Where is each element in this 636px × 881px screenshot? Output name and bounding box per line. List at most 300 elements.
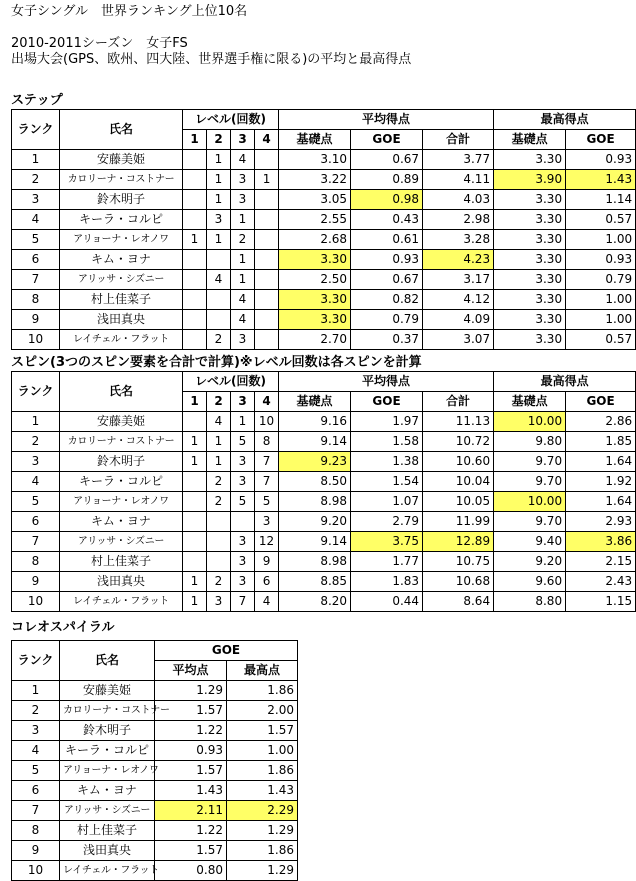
- table-row: [12, 681, 298, 701]
- rank-cell: 5: [12, 230, 60, 250]
- goe-avg-cell: 1.57: [155, 761, 227, 781]
- max-goe-cell: 0.79: [566, 270, 636, 290]
- level-1-cell: [183, 190, 207, 210]
- rank-cell: 1: [12, 412, 60, 432]
- avg-goe-cell: 1.83: [351, 572, 423, 592]
- level-4-cell: 10: [255, 412, 279, 432]
- avg-base-cell: 2.70: [279, 330, 351, 350]
- avg-goe-cell: 2.79: [351, 512, 423, 532]
- avg-goe-cell: 0.98: [351, 190, 423, 210]
- table-row: [12, 592, 636, 612]
- name-header: 氏名: [60, 641, 155, 681]
- avg-base-cell: 8.50: [279, 472, 351, 492]
- avg-total-cell: 10.72: [423, 432, 494, 452]
- name-header: 氏名: [60, 110, 183, 150]
- level-2-cell: 1: [207, 150, 231, 170]
- level-3-cell: 5: [231, 492, 255, 512]
- goe-max-cell: 2.29: [227, 801, 298, 821]
- level-4-cell: [255, 150, 279, 170]
- level-3-cell: 3: [231, 572, 255, 592]
- level-3-cell: 5: [231, 432, 255, 452]
- table-row: [12, 170, 636, 190]
- max-base-cell: 9.60: [494, 572, 566, 592]
- level-2-cell: 3: [207, 210, 231, 230]
- goe-avg-cell: 2.11: [155, 801, 227, 821]
- skater-name-cell: アリョーナ・レオノワ: [60, 230, 183, 250]
- max-goe-cell: 1.64: [566, 452, 636, 472]
- level-1-cell: [183, 310, 207, 330]
- avg-total-cell: 10.05: [423, 492, 494, 512]
- avg-goe-cell: 1.77: [351, 552, 423, 572]
- level-2-cell: 2: [207, 572, 231, 592]
- level-1-cell: [183, 250, 207, 270]
- avg-total-cell: 10.75: [423, 552, 494, 572]
- level-2-header: 2: [207, 392, 231, 412]
- table-row: [12, 821, 298, 841]
- level-3-cell: 3: [231, 190, 255, 210]
- level-2-cell: 1: [207, 190, 231, 210]
- rank-cell: 9: [12, 572, 60, 592]
- max-base-cell: 10.00: [494, 492, 566, 512]
- table-row: [12, 290, 636, 310]
- skater-name-cell: 安藤美姫: [60, 412, 183, 432]
- max-goe-cell: 0.57: [566, 330, 636, 350]
- level-1-cell: [183, 210, 207, 230]
- avg-header: 平均得点: [279, 372, 494, 392]
- goe-max-cell: 1.43: [227, 781, 298, 801]
- table-row: [12, 572, 636, 592]
- avg-base-cell: 3.30: [279, 290, 351, 310]
- level-4-cell: 9: [255, 552, 279, 572]
- rank-cell: 2: [12, 170, 60, 190]
- rank-cell: 7: [12, 801, 60, 821]
- level-3-cell: 1: [231, 412, 255, 432]
- rank-cell: 10: [12, 330, 60, 350]
- goe-header: GOE: [155, 641, 298, 661]
- level-4-cell: 7: [255, 472, 279, 492]
- skater-name-cell: アリッサ・シズニー: [60, 801, 155, 821]
- avg-goe-cell: 1.38: [351, 452, 423, 472]
- avg-total-cell: 4.03: [423, 190, 494, 210]
- avg-base-cell: 8.98: [279, 552, 351, 572]
- level-2-cell: 2: [207, 472, 231, 492]
- max-header: 最高得点: [494, 110, 636, 130]
- max-goe-cell: 2.86: [566, 412, 636, 432]
- avg-base-cell: 2.55: [279, 210, 351, 230]
- steps-table: [11, 109, 636, 350]
- level-3-cell: 4: [231, 150, 255, 170]
- max-goe-cell: 0.93: [566, 150, 636, 170]
- skater-name-cell: 村上佳菜子: [60, 821, 155, 841]
- level-3-cell: [231, 512, 255, 532]
- avg-base-cell: 9.16: [279, 412, 351, 432]
- max-goe-cell: 1.43: [566, 170, 636, 190]
- level-2-cell: 3: [207, 592, 231, 612]
- rank-cell: 7: [12, 532, 60, 552]
- rank-cell: 3: [12, 190, 60, 210]
- avg-base-cell: 8.85: [279, 572, 351, 592]
- level-1-cell: [183, 150, 207, 170]
- avg-goe-cell: 1.54: [351, 472, 423, 492]
- level-4-cell: [255, 210, 279, 230]
- skater-name-cell: 安藤美姫: [60, 681, 155, 701]
- avg-base-cell: 2.68: [279, 230, 351, 250]
- goe-avg-cell: 1.57: [155, 841, 227, 861]
- rank-cell: 3: [12, 452, 60, 472]
- max-base-cell: 3.30: [494, 290, 566, 310]
- max-base-cell: 10.00: [494, 412, 566, 432]
- level-1-cell: 1: [183, 452, 207, 472]
- table-row: [12, 190, 636, 210]
- level-1-cell: [183, 412, 207, 432]
- skater-name-cell: キム・ヨナ: [60, 781, 155, 801]
- level-2-cell: 1: [207, 452, 231, 472]
- rank-cell: 8: [12, 552, 60, 572]
- level-2-cell: 1: [207, 230, 231, 250]
- goe-max-cell: 1.86: [227, 841, 298, 861]
- avg-base-cell: 8.98: [279, 492, 351, 512]
- max-goe-cell: 2.93: [566, 512, 636, 532]
- level-1-header: 1: [183, 392, 207, 412]
- skater-name-cell: キーラ・コルピ: [60, 210, 183, 230]
- avg-goe-cell: 0.43: [351, 210, 423, 230]
- skater-name-cell: レイチェル・フラット: [60, 330, 183, 350]
- max-base-cell: 3.30: [494, 190, 566, 210]
- max-base-cell: 9.70: [494, 452, 566, 472]
- goe-avg-cell: 1.43: [155, 781, 227, 801]
- table-row: [12, 150, 636, 170]
- goe-avg-cell: 0.93: [155, 741, 227, 761]
- skater-name-cell: カロリーナ・コストナー: [60, 701, 155, 721]
- rank-cell: 6: [12, 250, 60, 270]
- skater-name-cell: 安藤美姫: [60, 150, 183, 170]
- max-goe-cell: 2.15: [566, 552, 636, 572]
- max-base-cell: 9.40: [494, 532, 566, 552]
- avg-base-cell: 3.30: [279, 310, 351, 330]
- level-2-cell: 4: [207, 270, 231, 290]
- avg-total-cell: 12.89: [423, 532, 494, 552]
- avg-goe-cell: 3.75: [351, 532, 423, 552]
- avg-base-header: 基礎点: [279, 392, 351, 412]
- rank-cell: 10: [12, 861, 60, 881]
- goe-max-cell: 2.00: [227, 701, 298, 721]
- max-goe-header: GOE: [566, 130, 636, 150]
- level-4-cell: [255, 250, 279, 270]
- table-row: [12, 270, 636, 290]
- goe-max-cell: 1.29: [227, 821, 298, 841]
- rank-header: ランク: [12, 110, 60, 150]
- avg-total-header: 合計: [423, 130, 494, 150]
- level-1-header: 1: [183, 130, 207, 150]
- rank-cell: 2: [12, 701, 60, 721]
- skater-name-cell: 鈴木明子: [60, 721, 155, 741]
- level-3-cell: 7: [231, 592, 255, 612]
- skater-name-cell: 村上佳菜子: [60, 552, 183, 572]
- skater-name-cell: レイチェル・フラット: [60, 861, 155, 881]
- level-4-cell: [255, 270, 279, 290]
- skater-name-cell: 鈴木明子: [60, 190, 183, 210]
- level-2-cell: [207, 310, 231, 330]
- page-title: 女子シングル 世界ランキング上位10名: [11, 4, 248, 19]
- table-row: [12, 210, 636, 230]
- season-subtitle: 2010-2011シーズン 女子FS: [11, 36, 188, 51]
- level-3-cell: 4: [231, 310, 255, 330]
- level-3-header: 3: [231, 392, 255, 412]
- table-row: [12, 492, 636, 512]
- avg-base-cell: 8.20: [279, 592, 351, 612]
- max-base-cell: 3.30: [494, 250, 566, 270]
- level-1-cell: [183, 512, 207, 532]
- level-4-header: 4: [255, 392, 279, 412]
- rank-cell: 8: [12, 821, 60, 841]
- goe-max-cell: 1.86: [227, 761, 298, 781]
- max-base-cell: 3.30: [494, 150, 566, 170]
- level-2-cell: [207, 290, 231, 310]
- level-2-cell: [207, 250, 231, 270]
- table-row: [12, 310, 636, 330]
- avg-base-cell: 3.30: [279, 250, 351, 270]
- level-3-cell: 3: [231, 532, 255, 552]
- table-row: [12, 841, 298, 861]
- level-3-cell: 3: [231, 552, 255, 572]
- level-1-cell: [183, 532, 207, 552]
- level-1-cell: 1: [183, 592, 207, 612]
- avg-base-cell: 9.14: [279, 532, 351, 552]
- level-3-cell: 3: [231, 170, 255, 190]
- max-goe-header: GOE: [566, 392, 636, 412]
- max-base-cell: 3.30: [494, 330, 566, 350]
- skater-name-cell: アリョーナ・レオノワ: [60, 492, 183, 512]
- level-3-cell: 1: [231, 270, 255, 290]
- spins-section-title: スピン(3つのスピン要素を合計で計算)※レベル回数は各スピンを計算: [11, 355, 422, 370]
- avg-goe-header: GOE: [351, 392, 423, 412]
- goe-max-cell: 1.29: [227, 861, 298, 881]
- rank-cell: 9: [12, 841, 60, 861]
- max-goe-cell: 1.85: [566, 432, 636, 452]
- avg-total-cell: 4.12: [423, 290, 494, 310]
- avg-base-cell: 9.23: [279, 452, 351, 472]
- level-3-cell: 3: [231, 452, 255, 472]
- level-4-cell: 4: [255, 592, 279, 612]
- avg-total-cell: 4.09: [423, 310, 494, 330]
- max-goe-cell: 1.15: [566, 592, 636, 612]
- max-header: 最高得点: [494, 372, 636, 392]
- max-base-cell: 3.30: [494, 270, 566, 290]
- table-row: [12, 432, 636, 452]
- avg-total-header: 合計: [423, 392, 494, 412]
- level-4-cell: 7: [255, 452, 279, 472]
- level-4-cell: [255, 230, 279, 250]
- rank-cell: 1: [12, 150, 60, 170]
- rank-cell: 6: [12, 781, 60, 801]
- skater-name-cell: アリッサ・シズニー: [60, 270, 183, 290]
- skater-name-cell: キーラ・コルピ: [60, 472, 183, 492]
- level-2-cell: 4: [207, 412, 231, 432]
- rank-cell: 1: [12, 681, 60, 701]
- avg-goe-cell: 0.82: [351, 290, 423, 310]
- level-4-cell: 6: [255, 572, 279, 592]
- level-1-cell: [183, 552, 207, 572]
- level-2-cell: 2: [207, 492, 231, 512]
- skater-name-cell: レイチェル・フラット: [60, 592, 183, 612]
- level-1-cell: [183, 170, 207, 190]
- avg-total-cell: 10.60: [423, 452, 494, 472]
- rank-cell: 3: [12, 721, 60, 741]
- avg-goe-cell: 0.67: [351, 270, 423, 290]
- avg-goe-cell: 1.07: [351, 492, 423, 512]
- level-3-cell: 3: [231, 472, 255, 492]
- max-goe-cell: 0.57: [566, 210, 636, 230]
- level-2-header: 2: [207, 130, 231, 150]
- max-base-cell: 3.30: [494, 230, 566, 250]
- level-2-cell: 2: [207, 330, 231, 350]
- level-1-cell: [183, 290, 207, 310]
- level-1-cell: 1: [183, 230, 207, 250]
- rank-cell: 4: [12, 210, 60, 230]
- skater-name-cell: 浅田真央: [60, 310, 183, 330]
- level-4-cell: [255, 190, 279, 210]
- max-base-header: 基礎点: [494, 392, 566, 412]
- max-goe-cell: 1.64: [566, 492, 636, 512]
- table-row: [12, 412, 636, 432]
- goe-avg-cell: 1.57: [155, 701, 227, 721]
- rank-cell: 4: [12, 741, 60, 761]
- avg-total-cell: 10.68: [423, 572, 494, 592]
- level-3-cell: 2: [231, 230, 255, 250]
- table-row: [12, 781, 298, 801]
- level-1-cell: [183, 472, 207, 492]
- table-row: [12, 801, 298, 821]
- max-base-header: 基礎点: [494, 130, 566, 150]
- avg-total-cell: 4.23: [423, 250, 494, 270]
- avg-total-cell: 3.07: [423, 330, 494, 350]
- rank-cell: 8: [12, 290, 60, 310]
- level-2-cell: 1: [207, 170, 231, 190]
- skater-name-cell: 浅田真央: [60, 572, 183, 592]
- level-4-cell: 3: [255, 512, 279, 532]
- avg-header: 平均得点: [279, 110, 494, 130]
- avg-base-cell: 9.20: [279, 512, 351, 532]
- rank-cell: 6: [12, 512, 60, 532]
- avg-base-cell: 3.10: [279, 150, 351, 170]
- max-goe-cell: 1.92: [566, 472, 636, 492]
- max-goe-cell: 2.43: [566, 572, 636, 592]
- level-header: レベル(回数): [183, 110, 279, 130]
- rank-cell: 2: [12, 432, 60, 452]
- level-4-cell: [255, 290, 279, 310]
- avg-goe-cell: 0.89: [351, 170, 423, 190]
- avg-total-cell: 3.17: [423, 270, 494, 290]
- rank-cell: 9: [12, 310, 60, 330]
- spiral-table: [11, 640, 298, 881]
- skater-name-cell: 浅田真央: [60, 841, 155, 861]
- avg-goe-cell: 0.37: [351, 330, 423, 350]
- avg-total-cell: 3.77: [423, 150, 494, 170]
- rank-cell: 5: [12, 492, 60, 512]
- skater-name-cell: アリョーナ・レオノワ: [60, 761, 155, 781]
- avg-total-cell: 8.64: [423, 592, 494, 612]
- competition-scope: 出場大会(GPS、欧州、四大陸、世界選手権に限る)の平均と最高得点: [11, 52, 412, 67]
- avg-goe-cell: 0.93: [351, 250, 423, 270]
- avg-base-cell: 2.50: [279, 270, 351, 290]
- rank-header: ランク: [12, 372, 60, 412]
- rank-cell: 10: [12, 592, 60, 612]
- table-row: [12, 452, 636, 472]
- avg-goe-cell: 0.67: [351, 150, 423, 170]
- max-base-cell: 9.20: [494, 552, 566, 572]
- goe-avg-cell: 0.80: [155, 861, 227, 881]
- rank-cell: 5: [12, 761, 60, 781]
- max-goe-cell: 1.00: [566, 230, 636, 250]
- goe-max-cell: 1.57: [227, 721, 298, 741]
- spins-table: [11, 371, 636, 612]
- table-row: [12, 230, 636, 250]
- skater-name-cell: キム・ヨナ: [60, 250, 183, 270]
- level-1-cell: [183, 330, 207, 350]
- table-row: [12, 701, 298, 721]
- max-header: 最高点: [227, 661, 298, 681]
- table-row: [12, 861, 298, 881]
- level-4-cell: [255, 310, 279, 330]
- avg-goe-header: GOE: [351, 130, 423, 150]
- goe-max-cell: 1.86: [227, 681, 298, 701]
- max-goe-cell: 1.00: [566, 310, 636, 330]
- skater-name-cell: カロリーナ・コストナー: [60, 170, 183, 190]
- skater-name-cell: 鈴木明子: [60, 452, 183, 472]
- level-2-cell: 1: [207, 432, 231, 452]
- avg-base-cell: 3.22: [279, 170, 351, 190]
- table-row: [12, 472, 636, 492]
- level-4-cell: 8: [255, 432, 279, 452]
- level-2-cell: [207, 532, 231, 552]
- rank-cell: 7: [12, 270, 60, 290]
- avg-total-cell: 2.98: [423, 210, 494, 230]
- level-4-cell: [255, 330, 279, 350]
- max-base-cell: 3.30: [494, 210, 566, 230]
- level-3-cell: 1: [231, 210, 255, 230]
- table-row: [12, 741, 298, 761]
- avg-goe-cell: 1.58: [351, 432, 423, 452]
- avg-header: 平均点: [155, 661, 227, 681]
- level-header: レベル(回数): [183, 372, 279, 392]
- max-base-cell: 3.90: [494, 170, 566, 190]
- rank-header: ランク: [12, 641, 60, 681]
- name-header: 氏名: [60, 372, 183, 412]
- level-1-cell: 1: [183, 572, 207, 592]
- avg-total-cell: 3.28: [423, 230, 494, 250]
- level-4-cell: 5: [255, 492, 279, 512]
- level-4-header: 4: [255, 130, 279, 150]
- table-row: [12, 330, 636, 350]
- table-row: [12, 512, 636, 532]
- level-1-cell: 1: [183, 432, 207, 452]
- max-goe-cell: 3.86: [566, 532, 636, 552]
- goe-avg-cell: 1.29: [155, 681, 227, 701]
- max-base-cell: 9.80: [494, 432, 566, 452]
- max-base-cell: 3.30: [494, 310, 566, 330]
- level-3-cell: 4: [231, 290, 255, 310]
- avg-total-cell: 10.04: [423, 472, 494, 492]
- max-goe-cell: 0.93: [566, 250, 636, 270]
- avg-goe-cell: 0.44: [351, 592, 423, 612]
- skater-name-cell: アリッサ・シズニー: [60, 532, 183, 552]
- table-row: [12, 761, 298, 781]
- avg-goe-cell: 0.61: [351, 230, 423, 250]
- avg-total-cell: 11.13: [423, 412, 494, 432]
- max-base-cell: 9.70: [494, 512, 566, 532]
- level-4-cell: 12: [255, 532, 279, 552]
- level-2-cell: [207, 552, 231, 572]
